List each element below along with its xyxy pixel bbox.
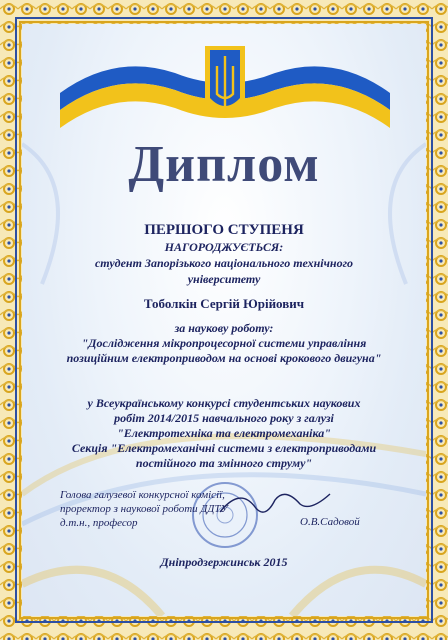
- for-work-text: за наукову роботу:: [174, 321, 274, 335]
- signer-line3: д.т.н., професор: [60, 517, 138, 529]
- section-line2: постійного та змінного струму": [135, 456, 313, 470]
- flag-ribbon-emblem: [55, 38, 395, 148]
- diploma-title: Диплом: [128, 136, 320, 193]
- signer-line2: проректор з наукової роботи ДДТУ: [60, 503, 228, 515]
- contest-line1: у Всеукраїнському конкурсі студентських наукових: [87, 396, 361, 410]
- recipient-desc-line2: університету: [187, 272, 261, 286]
- recipient-name: Тоболкін Сергій Юрійович: [143, 296, 305, 311]
- signer-line1: Голова галузевої конкурсної комісії,: [60, 489, 225, 501]
- work-title-line2: позиційним електроприводом на основі крокового двигуна": [66, 351, 382, 365]
- contest-line3: "Електротехніка та електромеханіка": [117, 426, 331, 440]
- recipient-desc-line1: студент Запорізького національного технічного: [94, 256, 354, 270]
- contest-line2: робіт 2014/2015 навчального року з галузі: [114, 411, 334, 425]
- section-line1: Секція "Електромеханічні системи з електроприводами: [71, 441, 377, 455]
- city-year: Дніпродзержинськ 2015: [160, 555, 288, 569]
- work-title-line1: "Дослідження мікропроцесорної системи управління: [81, 336, 367, 350]
- awarded-text: НАГОРОДЖУЄТЬСЯ:: [164, 240, 284, 254]
- degree-text: ПЕРШОГО СТУПЕНЯ: [144, 222, 304, 238]
- signer-name: О.В.Садовой: [300, 516, 360, 528]
